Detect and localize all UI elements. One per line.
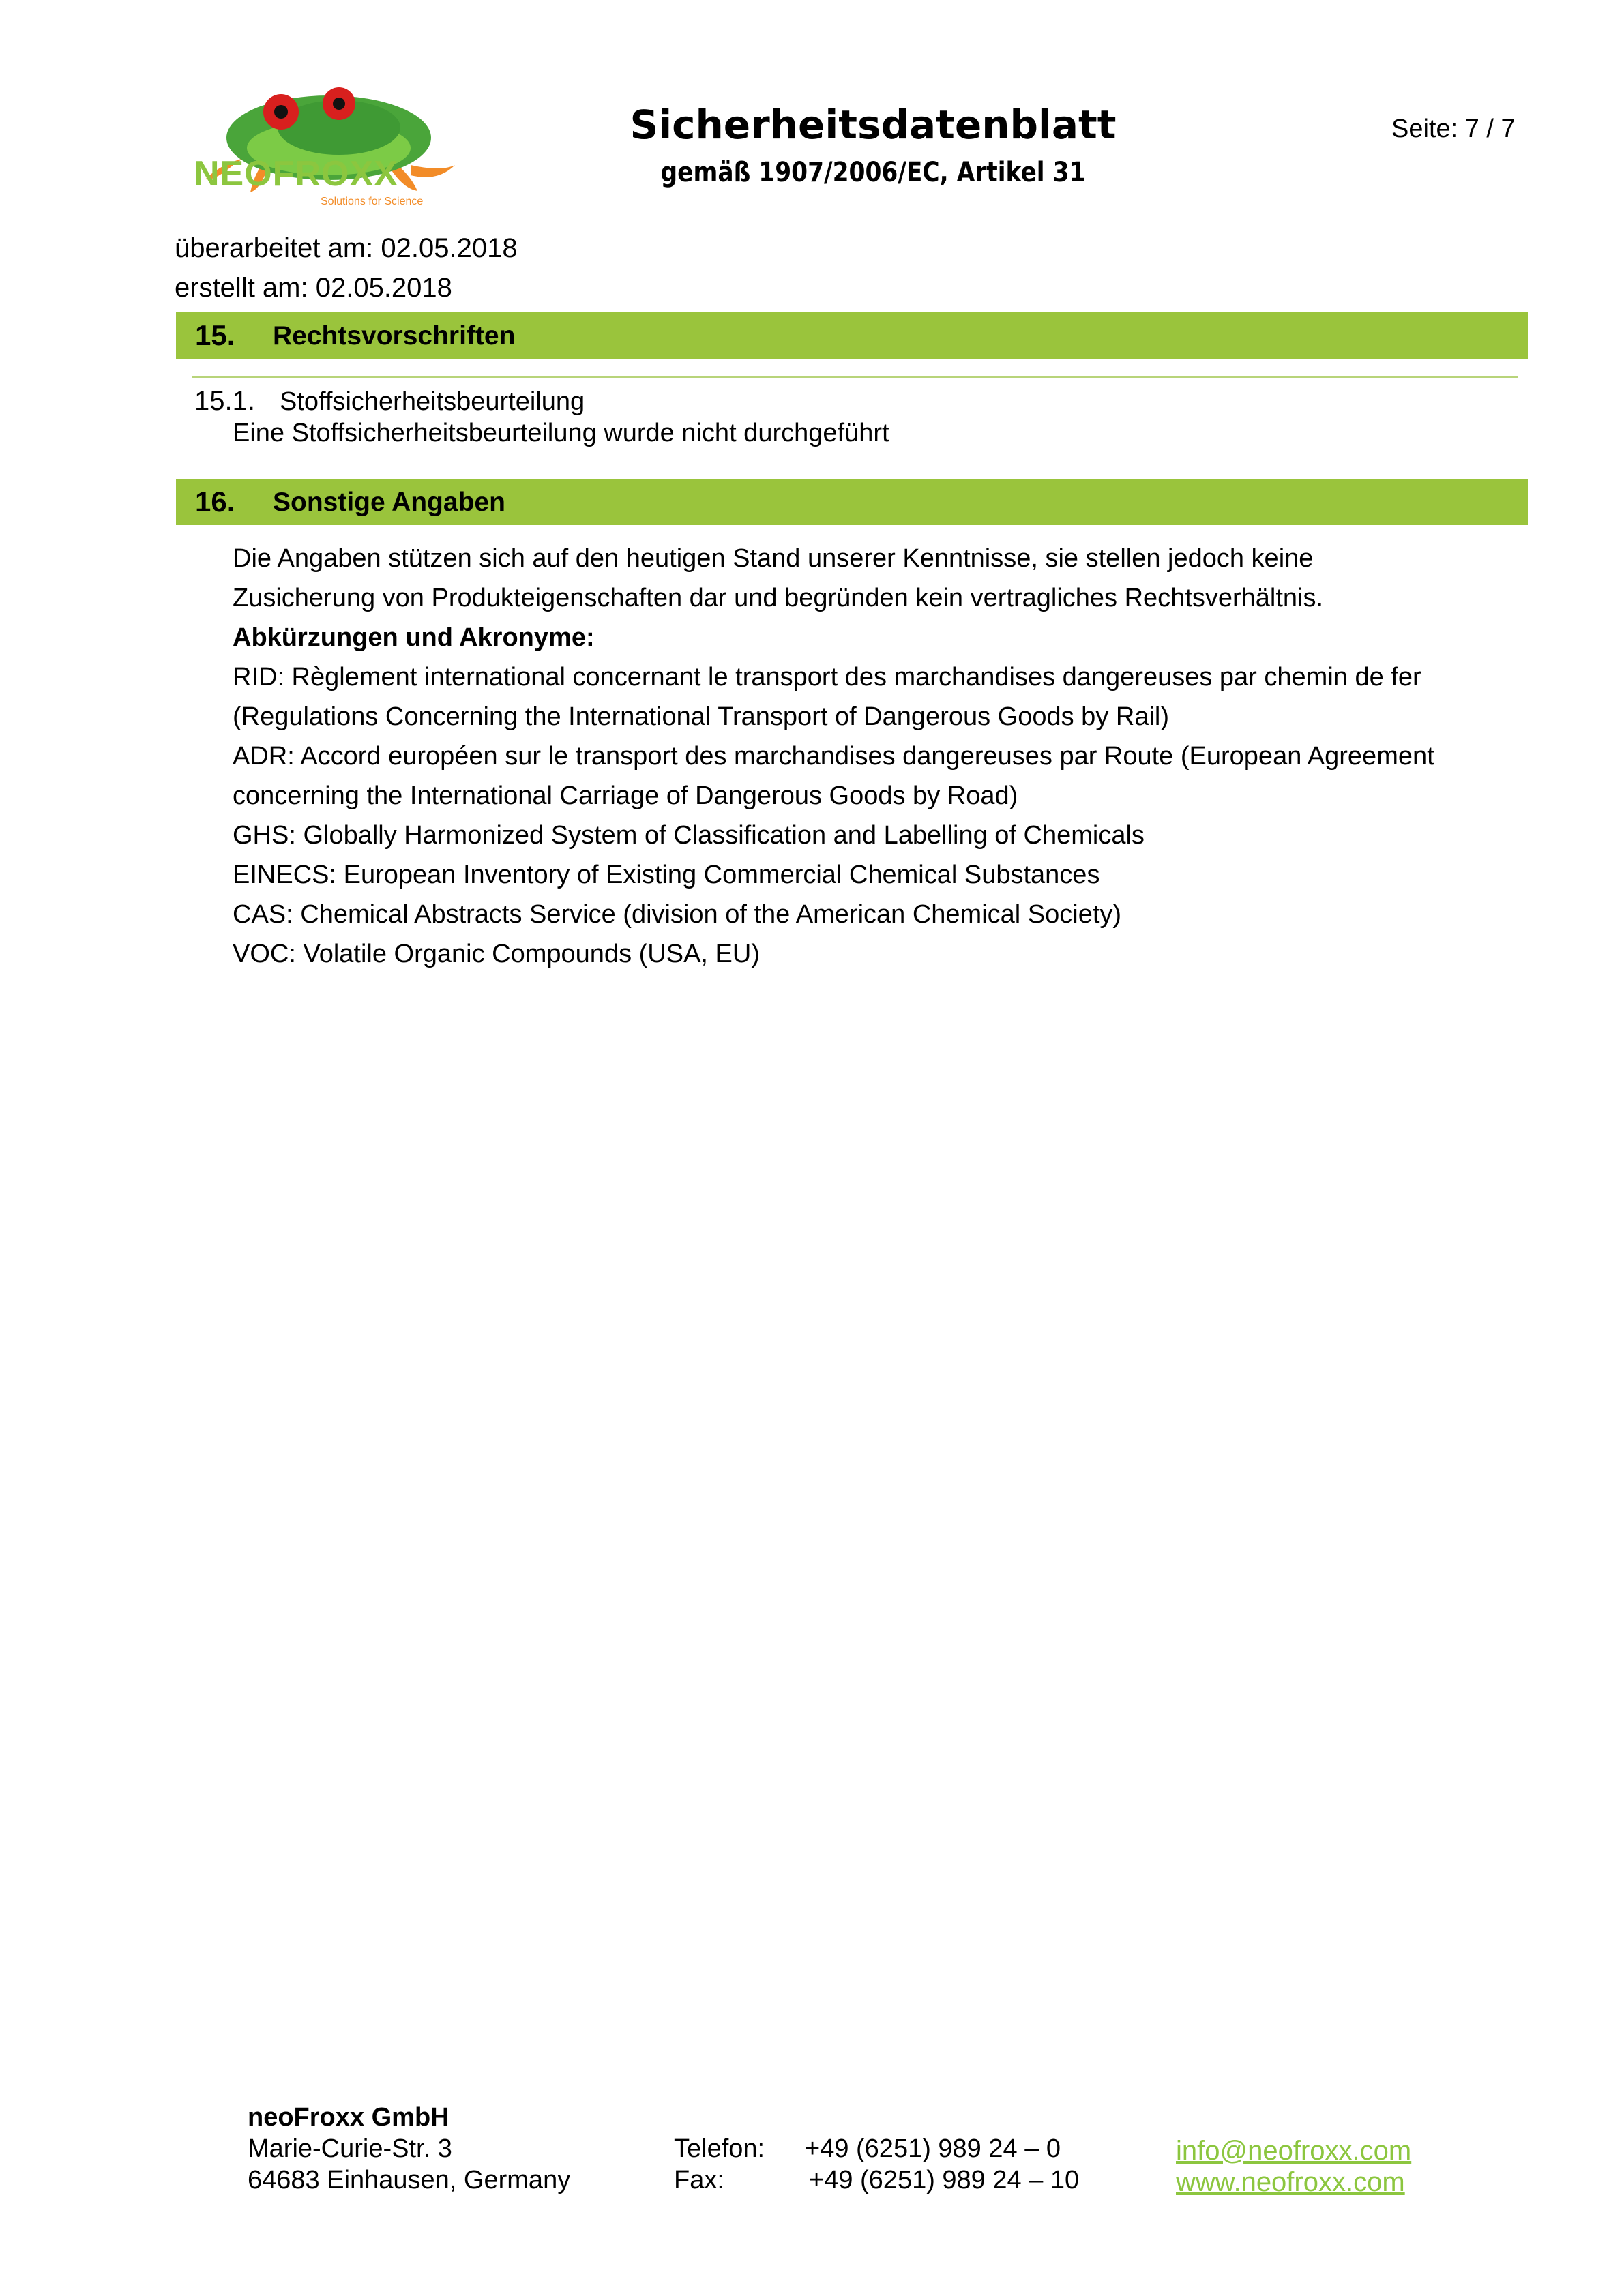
section-15-header [176, 312, 1528, 359]
subsection-text: Eine Stoffsicherheitsbeurteilung wurde nicht durchgeführt [233, 419, 889, 447]
section-16-header [176, 479, 1528, 525]
section-number: 16. [195, 486, 235, 518]
abbreviation-adr: concerning the International Carriage of Dangerous Goods by Road) [233, 781, 1018, 810]
page-indicator: Seite: 7 / 7 [1391, 115, 1516, 143]
subsection-title: Stoffsicherheitsbeurteilung [280, 387, 585, 416]
document-subtitle: gemäß 1907/2006/EC, Artikel 31 [660, 157, 1086, 188]
abbreviation-cas: CAS: Chemical Abstracts Service (division of the American Chemical Society) [233, 900, 1122, 929]
fax-number: +49 (6251) 989 24 – 10 [809, 2166, 1080, 2194]
document-title: Sicherheitsdatenblatt [630, 102, 1117, 148]
revised-date: überarbeitet am: 02.05.2018 [175, 233, 518, 263]
company-city: 64683 Einhausen, Germany [248, 2166, 571, 2194]
abbreviation-einecs: EINECS: European Inventory of Existing Commercial Chemical Substances [233, 861, 1100, 889]
abbreviation-voc: VOC: Volatile Organic Compounds (USA, EU) [233, 940, 760, 968]
abbreviation-adr: ADR: Accord européen sur le transport des marchandises dangereuses par Route (European Agreement [233, 742, 1434, 771]
intro-text: Zusicherung von Produkteigenschaften dar und begründen kein vertragliches Rechtsverhältnis. [233, 584, 1324, 612]
abbreviations-heading: Abkürzungen und Akronyme: [233, 623, 595, 652]
phone-number: +49 (6251) 989 24 – 0 [805, 2134, 1061, 2163]
subsection-divider [192, 376, 1518, 378]
intro-text: Die Angaben stützen sich auf den heutigen Stand unserer Kenntnisse, sie stellen jedoch keine [233, 544, 1314, 573]
section-16-body [233, 539, 1529, 974]
frog-logo-icon [186, 63, 472, 211]
section-title: Rechtsvorschriften [273, 321, 516, 351]
website-link[interactable]: www.neofroxx.com [1176, 2167, 1405, 2197]
abbreviation-rid: RID: Règlement international concernant le transport des marchandises dangereuses par chemin de fer [233, 663, 1421, 691]
email-link[interactable]: info@neofroxx.com [1176, 2136, 1412, 2166]
subsection-number: 15.1. [194, 386, 255, 416]
section-title: Sonstige Angaben [273, 488, 505, 517]
abbreviation-rid: (Regulations Concerning the International Transport of Dangerous Goods by Rail) [233, 702, 1169, 731]
svg-text:Solutions for Science: Solutions for Science [321, 196, 424, 207]
phone-label: Telefon: [674, 2134, 765, 2163]
company-street: Marie-Curie-Str. 3 [248, 2134, 452, 2163]
section-number: 15. [195, 319, 235, 351]
fax-label: Fax: [674, 2166, 724, 2194]
company-name: neoFroxx GmbH [248, 2103, 449, 2132]
neofroxx-logo [186, 63, 472, 211]
svg-text:NEOFROXX: NEOFROXX [194, 154, 398, 194]
created-date: erstellt am: 02.05.2018 [175, 273, 452, 303]
abbreviation-ghs: GHS: Globally Harmonized System of Classification and Labelling of Chemicals [233, 821, 1145, 850]
